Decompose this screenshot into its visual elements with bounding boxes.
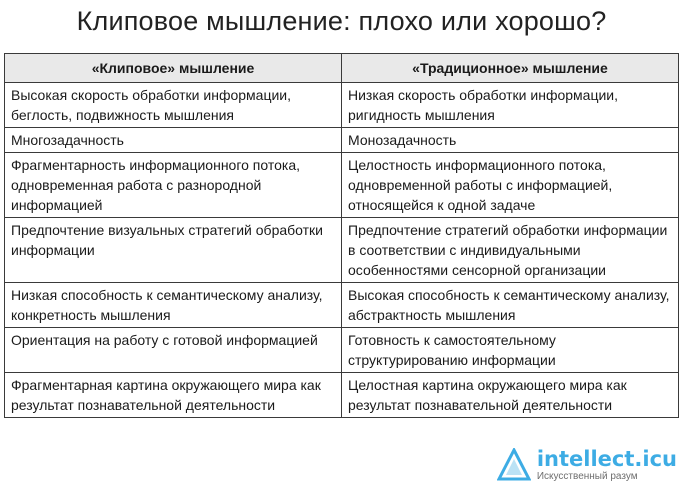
table-row: [5, 373, 679, 418]
table-row: [5, 128, 679, 153]
triangle-logo-icon: [497, 448, 531, 482]
header-traditional-thinking: «Традиционное» мышление: [342, 54, 679, 83]
table-cell: Ориентация на работу с готовой информацией: [5, 328, 342, 373]
comparison-table: [4, 53, 679, 418]
table-cell: Предпочтение визуальных стратегий обработки информации: [5, 218, 342, 283]
table-cell: Предпочтение стратегий обработки информации в соответствии с индивидуальными особенностями сенсорной организации: [342, 218, 679, 283]
table-cell: Низкая скорость обработки информации, ригидность мышления: [342, 83, 679, 128]
watermark[interactable]: [497, 448, 677, 482]
table-row: [5, 328, 679, 373]
table-header-row: [5, 54, 679, 83]
table-cell: Целостность информационного потока, одновременной работы с информацией, относящейся к одной задаче: [342, 153, 679, 218]
table-cell: Монозадачность: [342, 128, 679, 153]
table-cell: Готовность к самостоятельному структурированию информации: [342, 328, 679, 373]
table-row: [5, 283, 679, 328]
watermark-name: intellect.icu: [536, 446, 677, 471]
table-cell: Низкая способность к семантическому анализу, конкретность мышления: [5, 283, 342, 328]
table-cell: Фрагментарная картина окружающего мира как результат познавательной деятельности: [5, 373, 342, 418]
table-cell: Целостная картина окружающего мира как результат познавательной деятельности: [342, 373, 679, 418]
table-row: [5, 153, 679, 218]
page-title: Клиповое мышление: плохо или хорошо?: [76, 6, 607, 36]
table-cell: Высокая скорость обработки информации, беглость, подвижность мышления: [5, 83, 342, 128]
table-cell: Высокая способность к семантическому анализу, абстрактность мышления: [342, 283, 679, 328]
table-cell: Многозадачность: [5, 128, 342, 153]
table-cell: Фрагментарность информационного потока, одновременная работа с разнородной информацией: [5, 153, 342, 218]
header-clip-thinking: «Клиповое» мышление: [5, 54, 342, 83]
watermark-tagline: Искусственный разум: [536, 470, 638, 482]
table-row: [5, 218, 679, 283]
table-row: [5, 83, 679, 128]
